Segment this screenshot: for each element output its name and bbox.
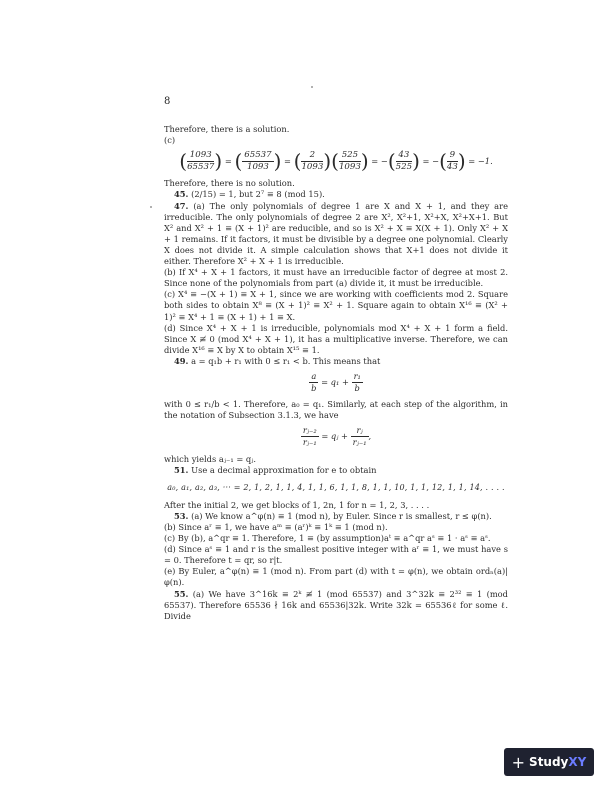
- problem-text: a = q₁b + r₁ with 0 ≤ r₁ < b. This means that: [191, 355, 381, 366]
- problem-47-a: [164, 201, 508, 268]
- scan-speck: [150, 206, 152, 208]
- problem-51: [164, 465, 508, 476]
- problem-53-d: (d) Since aˢ ≡ 1 and r is the smallest positive integer with aʳ ≡ 1, we must have s = 0. Therefore t = qr, so r|t.: [164, 544, 508, 566]
- eq-den: b: [311, 383, 317, 394]
- eq-num: 9: [447, 150, 458, 162]
- text-line: Therefore, there is a solution.: [164, 124, 290, 134]
- problem-53-a: [164, 511, 508, 522]
- problem-number: 53.: [174, 510, 189, 521]
- eq-result: = −1.: [468, 156, 493, 167]
- eq-num: 525: [339, 150, 361, 162]
- problem-45: [164, 189, 508, 200]
- problem-53-e: (e) By Euler, a^φ(n) ≡ 1 (mod n). From part (d) with t = φ(n), we obtain ordₙ(a)|φ(n).: [164, 566, 508, 588]
- watermark-text: [529, 755, 586, 769]
- problem-47-b: (b) If X⁴ + X + 1 factors, it must have an irreducible factor of degree at most 2. Since none of the polynomials from part (a) divide it, it must be irreducible.: [164, 267, 508, 289]
- eq-rhs: = q₁ +: [321, 377, 349, 388]
- eq-den: 1093: [301, 162, 324, 173]
- page-number: 8: [164, 96, 171, 107]
- text-line: with 0 ≤ r₁/b < 1. Therefore, a₀ = q₁. Similarly, at each step of the algorithm, in the notation of Subsection 3.1.3, we have: [164, 399, 508, 421]
- eq-num: rⱼ: [351, 425, 369, 437]
- problem-47-d: (d) Since X⁴ + X + 1 is irreducible, polynomials mod X⁴ + X + 1 form a field. Since X ≢ 0 (mod X⁴ + X + 1), it has a multiplicative inverse. Therefore, we can divide X¹⁶ ≡ X by X to obtain X¹⁵ ≡ 1.: [164, 322, 508, 355]
- problem-47-c: (c) X⁴ ≡ −(X + 1) ≡ X + 1, since we are working with coefficients mod 2. Square both sides to obtain X⁸ ≡ (X + 1)² ≡ X² + 1. Square again to obtain X¹⁶ ≡ (X² + 1)² ≡ X⁴ + 1 ≡ (X + 1) + 1 ≡ X.: [164, 289, 508, 322]
- problem-text: (2/15) = 1, but 2⁷ ≡ 8 (mod 15).: [191, 189, 325, 200]
- step-equation: [164, 425, 508, 448]
- studyxy-watermark: [504, 748, 594, 776]
- eq-den: 525: [395, 162, 413, 173]
- problem-53-c: (c) By (b), a^qr ≡ 1. Therefore, 1 ≡ (by assumption)aᵗ ≡ a^qr aˢ ≡ 1 · aˢ ≡ aˢ.: [164, 533, 491, 544]
- plus-icon: +: [511, 752, 526, 772]
- problem-number: 49.: [174, 355, 189, 366]
- watermark-suffix: XY: [568, 755, 587, 769]
- legendre-equation: ( $\frac{1093}{65537}$ ) = ( $\frac{65537}{1093}$ ) = ( $\frac{2}{1093}$ )( $\frac{525}{1093}$ ) = −( $\frac{43}{525}$ ) = −( $\frac{9}{43}$ ) = −1.: [179, 149, 493, 174]
- eq-den: rⱼ₋₁: [352, 437, 367, 448]
- problem-text: (a) We know a^φ(n) ≡ 1 (mod n), by Euler. Since r is smallest, r ≤ φ(n).: [191, 510, 492, 521]
- eq-den: b: [354, 383, 360, 394]
- text-line: which yields aⱼ₋₁ = qⱼ.: [164, 453, 257, 464]
- problem-number: 51.: [174, 464, 189, 475]
- eq-num: 43: [396, 150, 412, 162]
- problem-53-b: (b) Since aʳ ≡ 1, we have aᵐ ≡ (aʳ)ᵏ ≡ 1ᵏ ≡ 1 (mod n).: [164, 522, 388, 532]
- text-line: After the initial 2, we get blocks of 1, 2n, 1 for n = 1, 2, 3, . . . .: [164, 499, 430, 510]
- eq-num: 65537: [242, 150, 273, 162]
- eq-num: a: [309, 371, 318, 383]
- eq-end: ,: [368, 431, 372, 442]
- problem-text: (a) The only polynomials of degree 1 are X and X + 1, and they are irreducible. The only polynomials of degree 2 are X², X²+1, X²+X, X²+X+1. But X² and X² + 1 ≡ (X + 1)² are reducible, and so is X² + X ≡ X(X + 1). Only X² + X + 1 remains. If it factors, it must be divisible by a degree one polynomial. Clearly X does not divide it. A simple calculation shows that X+1 does not divide it either. Therefore X² + X + 1 is irreducible.: [164, 200, 509, 267]
- division-equation: [164, 371, 508, 394]
- eq-num: 1093: [187, 150, 214, 162]
- watermark-prefix: Study: [529, 755, 569, 769]
- eq-den: 1093: [338, 162, 361, 173]
- eq-num: r₁: [352, 371, 363, 383]
- problem-number: 47.: [174, 200, 189, 211]
- problem-number: 55.: [174, 588, 189, 599]
- eq-num: rⱼ₋₂: [301, 425, 319, 437]
- text-line: Therefore, there is no solution.: [164, 178, 295, 189]
- eq-num: 2: [301, 150, 323, 162]
- problem-text: (a) We have 3^16k ≡ 2ᵏ ≢ 1 (mod 65537) and 3^32k ≡ 2³² ≡ 1 (mod 65537). Therefore 65536 ∤ 16k and 65536|32k. Write 32k = 65536ℓ for some ℓ. Divide: [164, 588, 508, 621]
- part-label: (c): [164, 135, 176, 146]
- page-body: [164, 124, 508, 622]
- scan-speck: [311, 86, 313, 88]
- eq-rhs: = qⱼ +: [321, 431, 349, 442]
- problem-text: Use a decimal approximation for e to obtain: [191, 464, 377, 475]
- eq-den: 43: [446, 162, 458, 173]
- problem-number: 45.: [174, 189, 189, 200]
- eq-den: 1093: [247, 162, 269, 173]
- problem-55: [164, 589, 508, 622]
- problem-49: [164, 356, 508, 367]
- eq-den: 65537: [187, 162, 215, 173]
- continued-fraction-sequence: a₀, a₁, a₂, a₃, ··· = 2, 1, 2, 1, 1, 4, 1, 1, 6, 1, 1, 8, 1, 1, 10, 1, 1, 12, 1, 1, 14, . . . .: [167, 482, 505, 492]
- eq-den: rⱼ₋₁: [302, 437, 317, 448]
